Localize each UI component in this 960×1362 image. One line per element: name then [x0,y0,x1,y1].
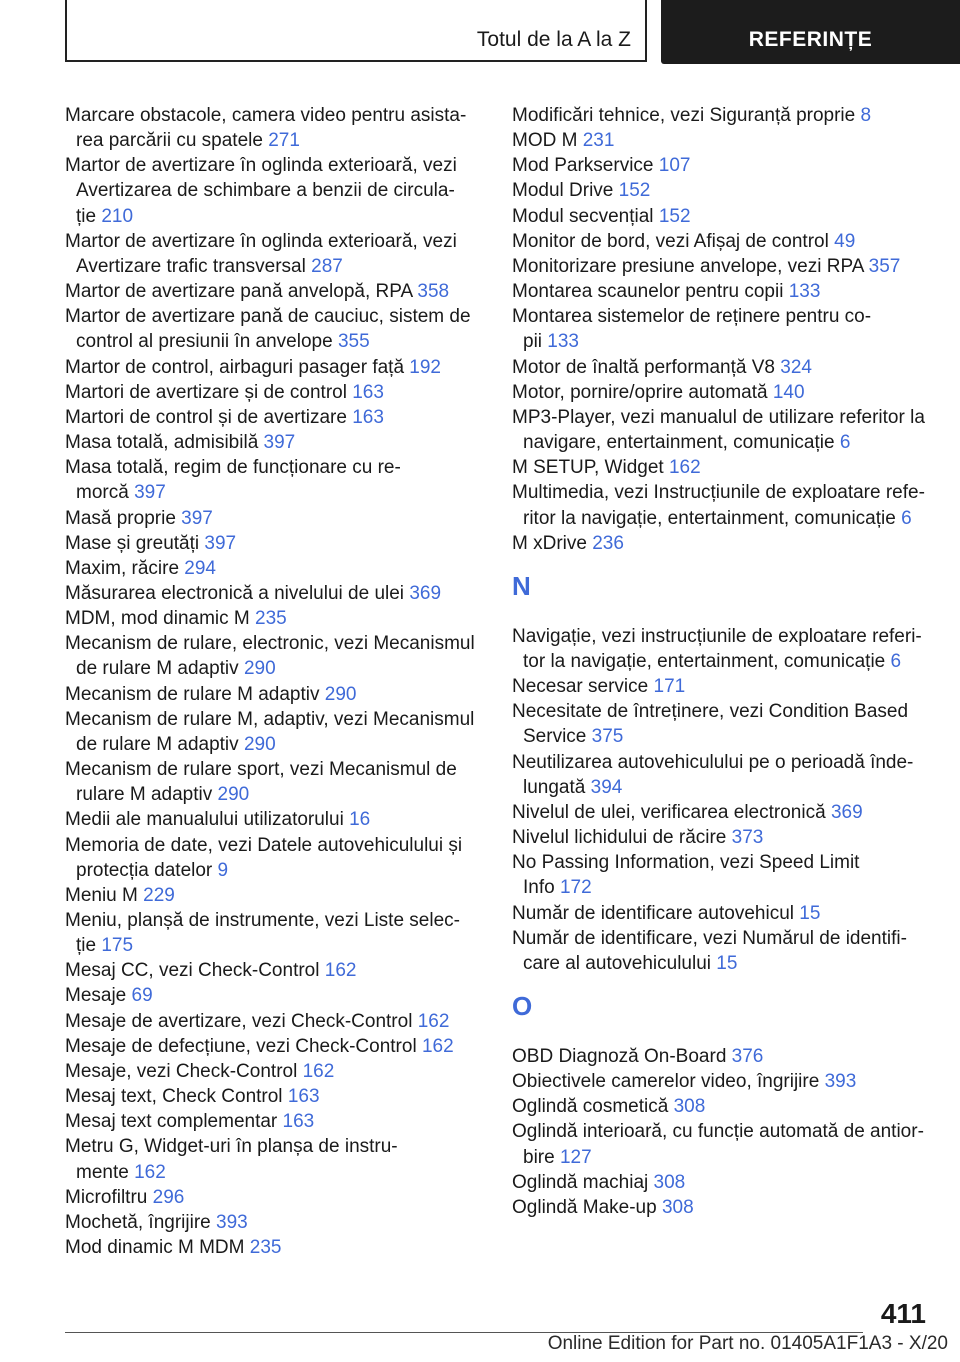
index-entry [65,556,485,581]
index-entry [512,1195,932,1220]
page-reference-link[interactable]: 163 [352,406,384,428]
index-entry [512,128,932,153]
index-entry [65,380,485,405]
index-entry-text: Marcare obstacole, camera video pentru asista- [65,105,467,126]
page-reference-link[interactable]: 373 [731,827,764,849]
chapter-title: REFERINȚE [748,28,873,51]
page-reference-link[interactable]: 357 [868,255,901,277]
page-reference-link[interactable]: 324 [780,356,812,378]
index-entry [65,958,485,983]
index-entry-text: Monitor de bord, vezi Afișaj de control [512,230,829,252]
index-column-right [512,103,932,1220]
index-entry [65,1235,485,1260]
page-reference-link[interactable]: 69 [131,985,153,1007]
index-entry-text: MDM, mod dinamic M [65,608,250,630]
index-entry-text: Neutilizarea autovehiculului pe o perioadă înde- [512,751,914,773]
page-reference-link[interactable]: 9 [217,859,229,881]
index-entry [65,405,485,430]
index-entry [65,1009,485,1034]
index-entry [512,624,932,674]
index-entry [65,883,485,908]
index-entry [65,1084,485,1109]
page-reference-link[interactable]: 163 [282,1111,315,1133]
footer-edition-text: Online Edition for Part no. 01405A1F1A3 - X/20 [547,1333,948,1354]
index-entry [512,204,932,229]
page-header [65,0,960,66]
index-entry-text: Meniu M [65,884,138,906]
index-entry [512,1044,932,1069]
index-entry-text: morcă [76,482,129,504]
page-reference-link[interactable]: 107 [658,155,691,177]
index-letter-heading: N [512,570,531,601]
index-entry-text: Martori de control și de avertizare [65,406,347,428]
index-entry-text: Martor de avertizare pană anvelopă, RPA [65,281,413,303]
index-entry-text: Martor de avertizare în oglinda exterioară, vezi [65,230,457,252]
index-entry [512,178,932,203]
index-entry-text: pii [523,331,543,353]
index-entry-text: ritor la navigație, entertainment, comunicație [523,507,896,529]
page-reference-link[interactable]: 294 [184,557,216,579]
index-entry [65,1185,485,1210]
index-entry-text: Mecanism de rulare, electronic, vezi Mecanismul [65,633,475,655]
index-entry [65,229,485,279]
page-reference-link[interactable]: 394 [590,776,623,798]
index-entry-text: Oglindă cosmetică [512,1096,669,1118]
page-reference-link[interactable]: 162 [324,960,357,982]
page-reference-link[interactable]: 308 [653,1171,686,1193]
index-entry-text: Masă proprie [65,507,176,529]
page-reference-link[interactable]: 287 [311,255,343,277]
page-reference-link[interactable]: 369 [830,801,863,823]
index-column-left [65,103,485,1260]
index-entry [65,355,485,380]
page-reference-link[interactable]: 162 [134,1161,166,1183]
page-reference-link[interactable]: 162 [421,1035,454,1057]
index-entry [65,279,485,304]
index-entry-text: Memoria de date, vezi Datele autovehiculului și [65,834,463,856]
index-entry [65,455,485,505]
index-entry-text: bire [523,1146,555,1168]
index-entry-text: Necesitate de întreținere, vezi Condition Based [512,701,909,723]
index-entry [512,355,932,380]
index-entry-text: lungată [523,776,586,798]
index-entry-text: Multimedia, vezi Instrucțiunile de exploatare refe- [512,482,925,504]
index-entry [65,1134,485,1184]
index-entry-text: Mesaj text, Check Control [65,1086,283,1108]
page-reference-link[interactable]: 231 [582,130,615,152]
index-entry-text: ție [76,935,97,957]
index-entry [65,807,485,832]
index-entry [65,1109,485,1134]
index-entry-text: MOD M [512,130,578,152]
page-reference-link[interactable]: 290 [217,784,250,806]
page-reference-link[interactable]: 271 [268,130,300,152]
index-entry-text: Info [523,877,555,899]
index-entry-text: Avertizarea de schimbare a benzii de circula- [76,180,455,202]
index-entry [512,1069,932,1094]
index-entry-text: Martor de avertizare pană de cauciuc, sistem de [65,306,471,328]
page-reference-link[interactable]: 290 [243,733,276,755]
index-entry [512,1119,932,1169]
index-entry-text: Număr de identificare autovehicul [512,902,794,924]
index-entry-text: Motor, pornire/oprire automată [512,381,768,403]
index-entry-text: Maxim, răcire [65,557,180,579]
page-reference-link[interactable]: 236 [592,532,624,554]
index-entry-text: care al autovehiculului [523,952,712,974]
page-reference-link[interactable]: 15 [716,952,738,974]
index-entry-text: Număr de identificare, vezi Numărul de identifi- [512,927,907,949]
index-entry [512,103,932,128]
index-entry-text: Meniu, planșă de instrumente, vezi Liste selec- [65,910,460,931]
index-entry [65,631,485,681]
index-entry [512,279,932,304]
index-entry-text: Avertizare trafic transversal [76,255,306,277]
page-reference-link[interactable]: 140 [772,381,805,403]
page-reference-link[interactable]: 162 [668,457,701,479]
page-reference-link[interactable]: 127 [559,1146,592,1168]
index-entry-text: Medii ale manualului utilizatorului [65,809,344,831]
index-entry-text: protecția datelor [76,859,213,881]
index-entry [65,1210,485,1235]
index-entry [65,707,485,757]
page-reference-link[interactable]: 6 [839,432,851,454]
index-entry-text: ție [76,205,97,227]
index-entry-text: Oglindă machiaj [512,1171,649,1193]
index-entry-text: Mesaj CC, vezi Check-Control [65,960,320,982]
index-entry-text: Modul Drive [512,180,614,202]
index-entry-text: Mesaje, vezi Check-Control [65,1060,298,1082]
index-entry [65,430,485,455]
index-entry-text: Mecanism de rulare sport, vezi Mecanismul de [65,759,457,781]
index-entry [512,304,932,354]
page-reference-link[interactable]: 229 [143,884,175,906]
page-number: 411 [880,1298,926,1329]
page-reference-link[interactable]: 163 [287,1086,320,1108]
page-reference-link[interactable]: 6 [890,650,902,672]
index-entry-text: M xDrive [512,532,587,554]
index-entry [512,254,932,279]
index-entry-text: Mod Parkservice [512,155,654,177]
index-entry-text: Modul secvențial [512,205,654,227]
index-entry [65,1034,485,1059]
page-reference-link[interactable]: 358 [417,281,450,303]
page-reference-link[interactable]: 162 [302,1060,335,1082]
index-entry-text: Montarea scaunelor pentru copii [512,281,784,303]
page-reference-link[interactable]: 172 [559,877,592,899]
index-entry-text: Nivelul de ulei, verificarea electronică [512,801,826,823]
page-reference-link[interactable]: 235 [249,1237,282,1259]
index-entry-text: Oglindă interioară, cu funcție automată de antior- [512,1121,924,1143]
index-entry-text: rea parcării cu spatele [76,130,263,152]
index-entry [65,682,485,707]
page-reference-link[interactable]: 15 [799,902,821,924]
index-entry [65,581,485,606]
index-entry [65,983,485,1008]
index-entry-text: Mod dinamic M MDM [65,1237,245,1259]
page-reference-link[interactable]: 210 [101,205,134,227]
page-reference-link[interactable]: 235 [255,608,287,630]
index-entry-text: Navigație, vezi instrucțiunile de exploatare referi- [512,625,922,647]
index-entry [65,757,485,807]
page-reference-link[interactable]: 397 [134,482,166,504]
page-reference-link[interactable]: 397 [263,432,296,454]
index-entry [65,606,485,631]
page-reference-link[interactable]: 308 [673,1096,706,1118]
index-entry-text: de rulare M adaptiv [76,658,239,680]
index-letter-heading: O [512,991,533,1021]
page-reference-link[interactable]: 393 [216,1211,248,1233]
index-entry-text: control al presiunii în anvelope [76,331,333,353]
page-reference-link[interactable]: 152 [618,180,651,202]
index-entry [512,901,932,926]
index-entry [512,229,932,254]
index-entry-text: Necesar service [512,676,649,698]
chapter-tab [661,0,960,64]
index-entry-text: Mesaje [65,985,127,1007]
page-reference-link[interactable]: 290 [324,683,357,705]
page-reference-link[interactable]: 163 [352,381,384,403]
section-tab [65,0,647,62]
page-reference-link[interactable]: 133 [547,331,579,353]
page-reference-link[interactable]: 375 [591,726,624,748]
index-entry [65,531,485,556]
index-entry-text: Mecanism de rulare M adaptiv [65,683,320,705]
index-entry [512,1094,932,1119]
index-entry [512,380,932,405]
page-reference-link[interactable]: 308 [661,1196,694,1218]
index-entry-text: rulare M adaptiv [76,784,213,806]
index-entry-text: Mase și greutăți [65,532,200,554]
index-entry [512,405,932,455]
page-reference-link[interactable]: 171 [653,676,686,698]
section-title: Totul de la A la Z [476,28,631,51]
page-reference-link[interactable]: 397 [204,532,237,554]
page-reference-link[interactable]: 162 [417,1010,450,1032]
index-entry-text: Măsurarea electronică a nivelului de ulei [65,582,405,604]
index-entry-text: OBD Diagnoză On-Board [512,1046,727,1067]
index-entry [512,480,932,530]
index-entry-text: Obiectivele camerelor video, îngrijire [512,1071,820,1093]
index-entry [512,153,932,178]
index-entry-text: Martori de avertizare și de control [65,381,347,403]
index-entry [512,455,932,480]
page-reference-link[interactable]: 49 [834,230,856,252]
index-entry-text: Metru G, Widget-uri în planșa de instru- [65,1136,398,1158]
index-entry-text: Mesaje de defecțiune, vezi Check-Control [65,1035,417,1057]
index-entry [65,833,485,883]
index-entry-text: navigare, entertainment, comunicație [523,432,835,454]
index-entry-text: Masa totală, regim de funcționare cu re- [65,457,401,479]
page-reference-link[interactable]: 290 [243,658,276,680]
page-reference-link[interactable]: 397 [181,507,213,529]
index-entry [65,506,485,531]
index-entry-text: Martor de control, airbaguri pasager față [65,356,405,378]
index-entry [65,304,485,354]
page-reference-link[interactable]: 6 [901,507,912,529]
index-entry [512,750,932,800]
page-reference-link[interactable]: 369 [409,582,442,604]
index-entry-text: Oglindă Make-up [512,1196,657,1218]
index-entry-text: No Passing Information, vezi Speed Limit [512,852,860,874]
index-entry-text: Mecanism de rulare M, adaptiv, vezi Mecanismul [65,708,475,730]
index-entry [65,153,485,228]
page-reference-link[interactable]: 152 [658,205,691,227]
index-entry-text: Martor de avertizare în oglinda exterioară, vezi [65,155,457,177]
index-entry [512,825,932,850]
page-reference-link[interactable]: 192 [409,356,441,378]
index-entry-text: de rulare M adaptiv [76,733,239,755]
index-entry-text: Modificări tehnice, vezi Siguranță proprie [512,105,856,126]
index-entry-text: Montarea sistemelor de reținere pentru co- [512,306,872,328]
index-entry [512,926,932,976]
index-entry [65,1059,485,1084]
index-entry-text: Masa totală, admisibilă [65,432,259,454]
index-entry-text: Motor de înaltă performanță V8 [512,356,775,378]
page-reference-link[interactable]: 133 [788,281,821,303]
page-reference-link[interactable]: 393 [824,1071,857,1093]
index-entry [512,800,932,825]
index-entry [65,908,485,958]
index-entry-text: MP3-Player, vezi manualul de utilizare referitor la [512,406,925,428]
page-reference-link[interactable]: 175 [101,935,134,957]
index-entry-text: tor la navigație, entertainment, comunicație [523,650,886,672]
index-entry-text: Mesaje de avertizare, vezi Check-Control [65,1010,413,1032]
index-entry-text: mente [76,1161,129,1183]
page-reference-link[interactable]: 376 [731,1046,764,1067]
index-entry [512,674,932,699]
index-entry-text: Monitorizare presiune anvelope, vezi RPA [512,255,864,277]
index-entry [512,1170,932,1195]
index-entry-text: M SETUP, Widget [512,457,664,479]
page-reference-link[interactable]: 355 [337,331,370,353]
index-entry-text: Service [523,726,587,748]
index-entry-text: Mochetă, îngrijire [65,1211,211,1233]
page-reference-link[interactable]: 8 [860,105,872,126]
index-entry [512,699,932,749]
index-entry-text: Microfiltru [65,1186,148,1208]
page-reference-link[interactable]: 16 [349,809,371,831]
page-reference-link[interactable]: 296 [152,1186,185,1208]
index-entry [512,531,932,556]
index-entry [65,103,485,153]
index-entry [512,850,932,900]
index-entry-text: Mesaj text complementar [65,1111,278,1133]
index-entry-text: Nivelul lichidului de răcire [512,827,727,849]
